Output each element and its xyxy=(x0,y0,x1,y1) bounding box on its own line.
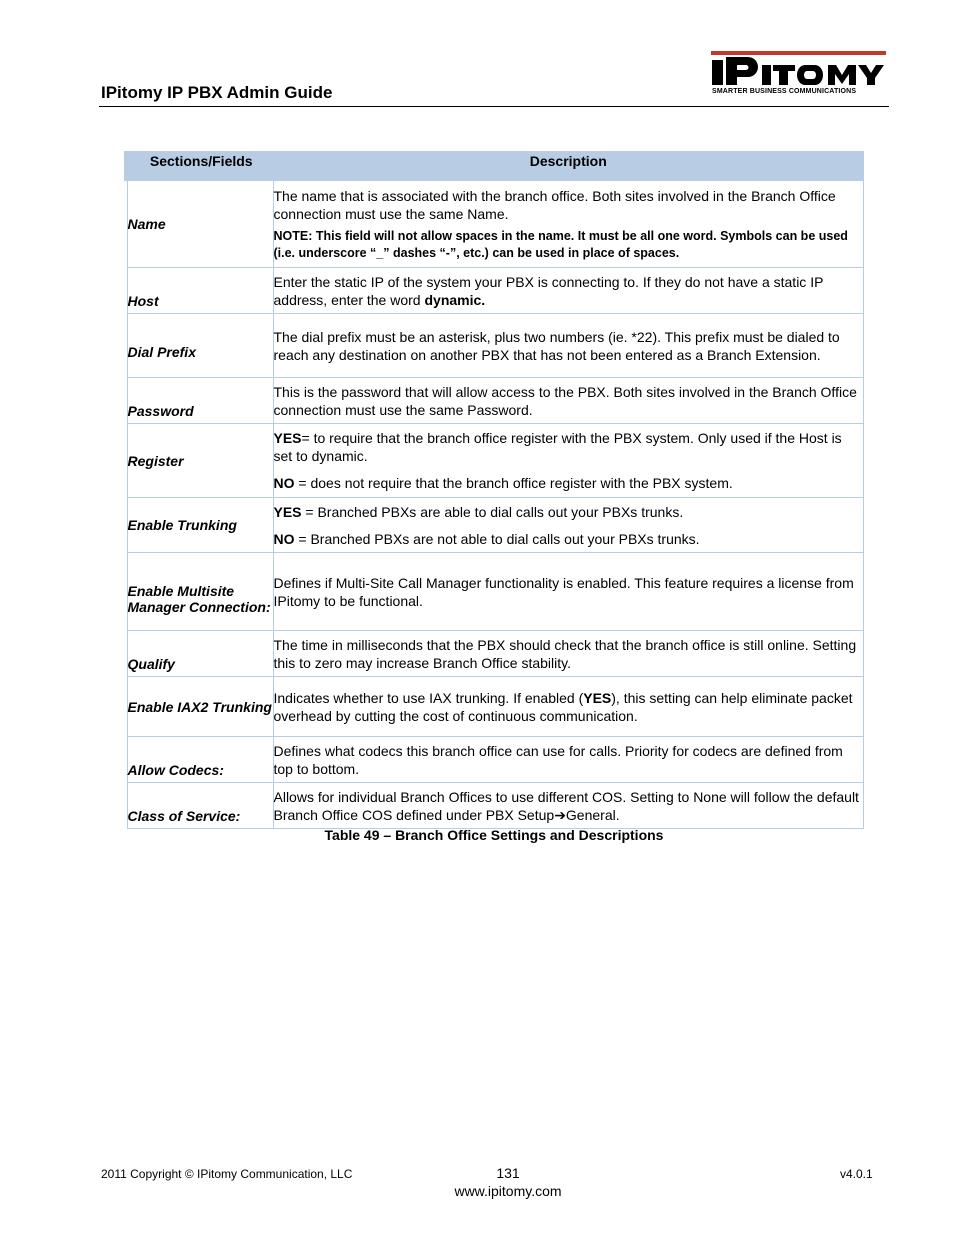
document-title: IPitomy IP PBX Admin Guide xyxy=(101,83,333,102)
no-text: = does not require that the branch office register with the PBX system. xyxy=(294,475,733,491)
table-header-row xyxy=(127,152,864,181)
no-text: = Branched PBXs are not able to dial calls out your PBXs trunks. xyxy=(294,530,700,547)
description-text: Indicates whether to use IAX trunking. If enabled ( xyxy=(273,689,584,706)
table-row xyxy=(127,424,864,498)
field-name: Enable Multisite Manager Connection: xyxy=(127,553,273,631)
table-row xyxy=(127,498,864,553)
description-bold-text: YES xyxy=(583,689,612,706)
branch-office-settings-table xyxy=(124,151,864,829)
footer-copyright: 2011 Copyright © IPitomy Communication, LLC xyxy=(101,1167,353,1181)
field-description xyxy=(273,677,864,737)
field-description: Defines if Multi-Site Call Manager functionality is enabled. This feature requires a license from IPitomy to be functional. xyxy=(273,553,864,631)
description-text: Allows for individual Branch Offices to use different COS. Setting to None will follow the default Branch Office COS defined under PBX Setup xyxy=(273,788,859,823)
table-row xyxy=(127,181,864,268)
description-text-cont: ), this setting can help eliminate packet overhead by cutting the cost of continuous communication. xyxy=(273,689,853,724)
field-name: Allow Codecs: xyxy=(127,737,273,783)
table-row xyxy=(127,677,864,737)
field-name: Qualify xyxy=(127,631,273,677)
yes-text: = to require that the branch office register with the PBX system. Only used if the Host is set to dynamic. xyxy=(273,430,842,464)
table-row xyxy=(127,631,864,677)
footer-version: v4.0.1 xyxy=(840,1167,873,1181)
page-number: 131 xyxy=(496,1165,520,1181)
field-name: Dial Prefix xyxy=(127,314,273,378)
description-text: Enter the static IP of the system your PBX is connecting to. If they do not have a static IP address, enter the word xyxy=(273,273,824,308)
no-label: NO xyxy=(273,530,295,547)
description-note: NOTE: This field will not allow spaces in the name. It must be all one word. Symbols can be used (i.e. underscore “_” dashes “-”, etc.) can be used in place of spaces. xyxy=(273,228,848,260)
table-row xyxy=(127,314,864,378)
field-description: This is the password that will allow access to the PBX. Both sites involved in the Branch Office connection must use the same Password. xyxy=(273,378,864,424)
table-row xyxy=(127,268,864,314)
footer-center xyxy=(400,1164,616,1200)
field-description xyxy=(273,424,864,498)
description-text: The name that is associated with the branch office. Both sites involved in the Branch Office connection must use the same Name. xyxy=(273,187,836,222)
field-name: Class of Service: xyxy=(127,783,273,829)
field-name: Host xyxy=(127,268,273,314)
description-bold-text: dynamic. xyxy=(424,291,486,308)
field-description xyxy=(273,498,864,553)
table-row xyxy=(127,783,864,829)
field-name: Password xyxy=(127,378,273,424)
yes-label: YES xyxy=(273,430,302,446)
arrow-icon: ➔ xyxy=(554,806,566,823)
field-description xyxy=(273,181,864,268)
column-header-description: Description xyxy=(273,152,864,181)
yes-text: = Branched PBXs are able to dial calls out your PBXs trunks. xyxy=(301,503,684,520)
field-description xyxy=(273,268,864,314)
field-name: Name xyxy=(127,181,273,268)
field-name: Enable Trunking xyxy=(127,498,273,553)
header-divider xyxy=(99,106,889,107)
logo-graphic xyxy=(711,51,886,89)
yes-label: YES xyxy=(273,503,302,520)
table-row xyxy=(127,378,864,424)
field-name: Register xyxy=(127,424,273,498)
footer-website[interactable]: www.ipitomy.com xyxy=(454,1183,562,1199)
description-text-cont: General. xyxy=(565,806,620,823)
column-header-fields: Sections/Fields xyxy=(127,152,273,181)
company-logo xyxy=(711,51,886,99)
table-row xyxy=(127,737,864,783)
table-row xyxy=(127,553,864,631)
table-caption: Table 49 – Branch Office Settings and Descriptions xyxy=(324,827,664,843)
field-description: The time in milliseconds that the PBX should check that the branch office is still online. Setting this to zero may increase Branch Office stability. xyxy=(273,631,864,677)
field-description: The dial prefix must be an asterisk, plus two numbers (ie. *22). This prefix must be dialed to reach any destination on another PBX that has not been entered as a Branch Extension. xyxy=(273,314,864,378)
no-label: NO xyxy=(273,475,295,491)
field-description: Defines what codecs this branch office can use for calls. Priority for codecs are defined from top to bottom. xyxy=(273,737,864,783)
field-description xyxy=(273,783,864,829)
logo-tagline: SMARTER BUSINESS COMMUNICATIONS xyxy=(712,88,857,95)
field-name: Enable IAX2 Trunking xyxy=(127,677,273,737)
